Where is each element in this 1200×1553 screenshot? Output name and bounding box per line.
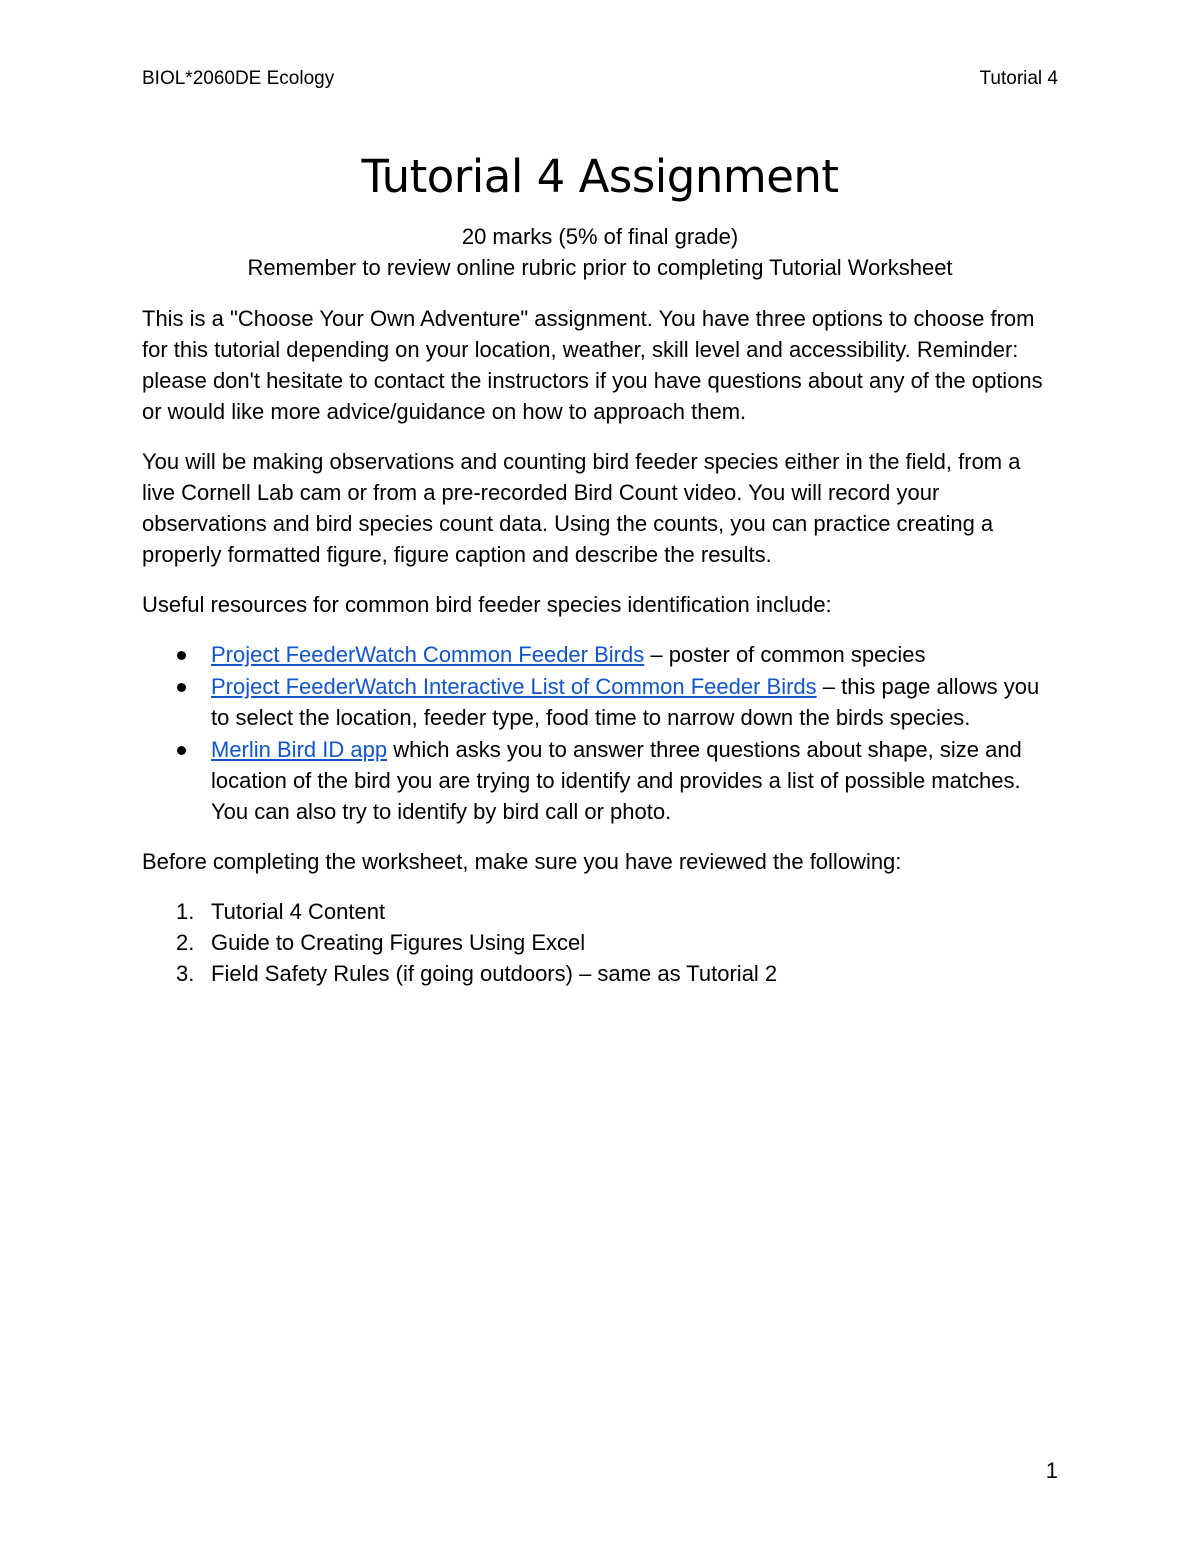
observations-paragraph: You will be making observations and counting bird feeder species either in the field, from a live Cornell Lab cam or from a pre-recorded Bird Count video. You will record your observations and bird species count data. Using the counts, you can practice creating a properly formatted figure, figure caption and describe the results. <box>142 449 1021 567</box>
marks-subtitle: 20 marks (5% of final grade) <box>461 224 739 249</box>
list-item <box>142 671 1058 733</box>
bullet-icon <box>177 746 186 755</box>
intro-paragraph: This is a "Choose Your Own Adventure" assignment. You have three options to choose from for this tutorial depending on your location, weather, skill level and accessibility. Reminder: please don't hesitate to contact the instructors if you have questions about any of the options or would like more advice/guidance on how to approach them. <box>142 306 1043 424</box>
rubric-reminder: Remember to review online rubric prior to completing Tutorial Worksheet <box>247 255 953 280</box>
feederwatch-interactive-link[interactable]: Project FeederWatch Interactive List of Common Feeder Birds <box>211 674 817 699</box>
header-tutorial-label: Tutorial 4 <box>979 68 1058 89</box>
document-body <box>142 150 1058 989</box>
list-item <box>142 927 1058 958</box>
list-item-text: which asks you to answer three questions about shape, size and location of the bird you are trying to identify and provides a list of possible matches. You can also try to identify by bird call or photo. <box>211 737 1022 824</box>
list-number: 1. <box>176 899 195 924</box>
merlin-app-link[interactable]: Merlin Bird ID app <box>211 737 388 762</box>
bullet-icon <box>177 683 186 692</box>
list-item <box>142 958 1058 989</box>
bullet-icon <box>177 651 186 660</box>
page-header <box>142 68 1058 96</box>
page-number: 1 <box>1045 1458 1058 1483</box>
list-item <box>142 639 1058 670</box>
list-number: 3. <box>176 961 195 986</box>
list-item-text: Tutorial 4 Content <box>211 899 386 924</box>
list-item-text: – this page allows you to select the location, feeder type, food time to narrow down the birds species. <box>211 674 1040 730</box>
list-item <box>142 734 1058 827</box>
resources-list <box>142 639 1058 827</box>
document-title: Tutorial 4 Assignment <box>361 150 839 203</box>
review-list <box>142 896 1058 989</box>
list-number: 2. <box>176 930 195 955</box>
list-item-text: Guide to Creating Figures Using Excel <box>211 930 586 955</box>
course-name: BIOL*2060DE Ecology <box>142 68 335 89</box>
feederwatch-poster-link[interactable]: Project FeederWatch Common Feeder Birds <box>211 642 645 667</box>
before-lead: Before completing the worksheet, make sure you have reviewed the following: <box>142 849 902 874</box>
list-item-text: – poster of common species <box>644 642 926 667</box>
list-item <box>142 896 1058 927</box>
list-item-text: Field Safety Rules (if going outdoors) – same as Tutorial 2 <box>211 961 778 986</box>
resources-lead: Useful resources for common bird feeder species identification include: <box>142 592 832 617</box>
